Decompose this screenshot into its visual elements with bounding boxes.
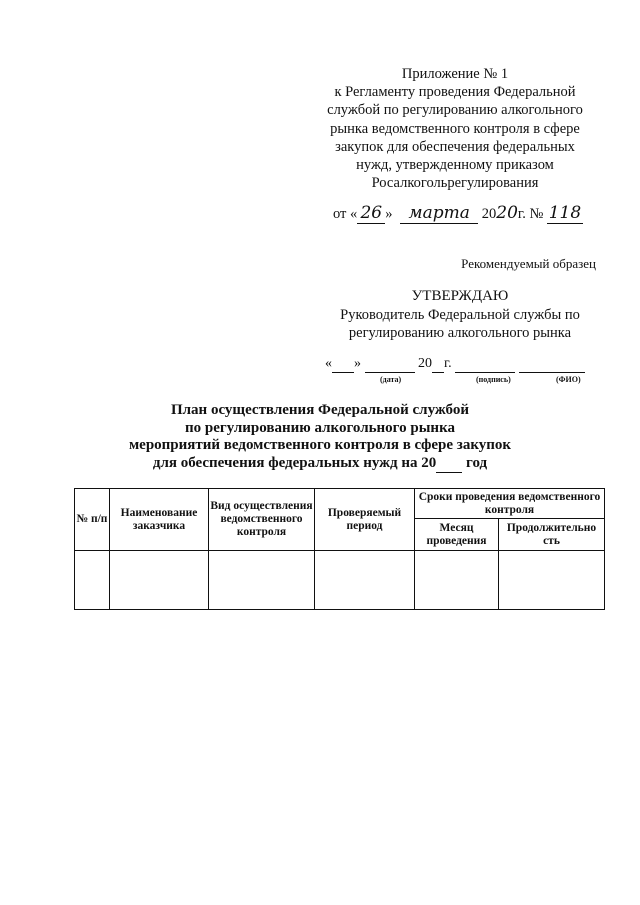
order-number: 118: [548, 203, 582, 223]
header-type: Вид осуществления ведомственного контроля: [209, 489, 315, 551]
approval-line: регулированию алкогольного рынка: [348, 325, 572, 341]
order-prefix: от «: [333, 206, 358, 222]
approval-line: Руководитель Федеральной службы по: [340, 307, 580, 323]
appendix-block: [300, 65, 610, 192]
appendix-line: закупок для обеспечения федеральных: [335, 138, 575, 155]
order-year-prefix: 20: [481, 206, 497, 222]
caption-date: (дата): [380, 375, 402, 384]
order-day: 26: [357, 203, 385, 224]
appendix-line: к Регламенту проведения Федеральной: [334, 84, 576, 101]
appendix-line: службой по регулированию алкогольного: [327, 102, 583, 119]
header-num: № п/п: [75, 489, 110, 551]
order-year-suffix: г. №: [517, 206, 544, 222]
appendix-line: Росалкогольрегулирования: [371, 175, 539, 192]
order-month: марта: [400, 203, 478, 224]
appendix-title: Приложение № 1: [401, 66, 509, 82]
plan-table: [74, 488, 605, 610]
order-mid: »: [385, 206, 393, 222]
table-cell: [415, 551, 499, 610]
table-row: [75, 551, 605, 610]
header-customer: Наименование заказчика: [110, 489, 209, 551]
order-year: 20: [496, 203, 518, 223]
order-date-line: [333, 203, 583, 224]
approval-heading: УТВЕРЖДАЮ: [411, 288, 509, 304]
appendix-line: рынка ведомственного контроля в сфере: [330, 120, 580, 137]
recommended-label: Рекомендуемый образец: [461, 256, 596, 271]
appendix-line: нужд, утвержденному приказом: [356, 157, 554, 174]
plan-title: План осуществления Федеральной службой по регулированию алкогольного рынка мероприятий ведомственного контроля в сфере закупок для обеспечения федеральных нужд на 20 год: [60, 402, 580, 473]
header-period: Проверяемый период: [315, 489, 415, 551]
approval-date-line: « » 20 г.: [325, 356, 585, 373]
table-cell: [75, 551, 110, 610]
table-cell: [110, 551, 209, 610]
table-cell: [315, 551, 415, 610]
header-duration: Продолжительно сть: [499, 519, 605, 551]
table-cell: [209, 551, 315, 610]
caption-sign: (подпись): [476, 375, 511, 384]
header-terms: Сроки проведения ведомственного контроля: [415, 489, 605, 519]
table-cell: [499, 551, 605, 610]
header-month: Месяц проведения: [415, 519, 499, 551]
caption-name: (ФИО): [556, 375, 581, 384]
